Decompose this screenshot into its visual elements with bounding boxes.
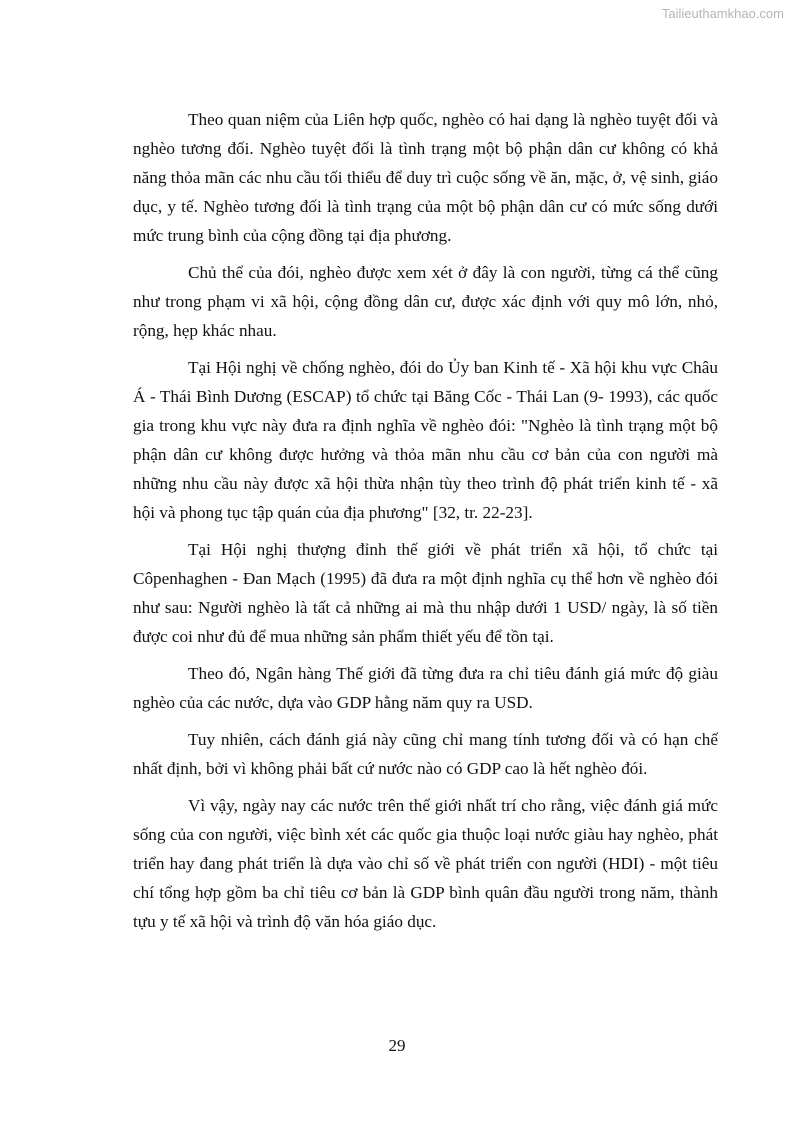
paragraph-copenhagen-summit: Tại Hội nghị thượng đỉnh thế giới về phát triển xã hội, tổ chức tại Côpenhaghen - Đan Mạch (1995) đã đưa ra một định nghĩa cụ thể hơn về nghèo đói như sau: Người nghèo là tất cả những ai mà thu nhập dưới 1 USD/ ngày, là số tiền được coi như đủ để mua những sản phẩm thiết yếu để tồn tại.: [133, 540, 718, 646]
paragraph-world-bank-criteria: Theo đó, Ngân hàng Thế giới đã từng đưa ra chỉ tiêu đánh giá mức độ giàu nghèo của các nước, dựa vào GDP hằng năm quy ra USD.: [133, 664, 718, 712]
paragraph-limitations: Tuy nhiên, cách đánh giá này cũng chỉ mang tính tương đối và có hạn chế nhất định, bởi vì không phải bất cứ nước nào có GDP cao là hết nghèo đói.: [133, 730, 718, 778]
watermark-text: Tailieuthamkhao.com: [661, 6, 784, 21]
paragraph-escap-definition: Tại Hội nghị về chống nghèo, đói do Ủy ban Kinh tế - Xã hội khu vực Châu Á - Thái Bình Dương (ESCAP) tổ chức tại Băng Cốc - Thái Lan (9- 1993), các quốc gia trong khu vực này đưa ra định nghĩa về nghèo đói: "Nghèo là tình trạng một bộ phận dân cư không được hưởng và thỏa mãn nhu cầu cơ bản của con người mà những nhu cầu này được xã hội thừa nhận tùy theo trình độ phát triển kinh tế - xã hội và phong tục tập quán của địa phương" [32, tr. 22-23].: [133, 358, 718, 522]
paragraph-poverty-definitions: Theo quan niệm của Liên hợp quốc, nghèo có hai dạng là nghèo tuyệt đối và nghèo tương đối. Nghèo tuyệt đối là tình trạng một bộ phận dân cư không có khả năng thỏa mãn các nhu cầu tối thiểu để duy trì cuộc sống về ăn, mặc, ở, vệ sinh, giáo dục, y tế. Nghèo tương đối là tình trạng của một bộ phận dân cư có mức sống dưới mức trung bình của cộng đồng tại địa phương.: [133, 110, 718, 245]
page-body: [133, 105, 718, 944]
page-number: 29: [388, 1036, 406, 1055]
paragraph-subject-of-poverty: Chủ thể của đói, nghèo được xem xét ở đây là con người, từng cá thể cũng như trong phạm vi xã hội, cộng đồng dân cư, được xác định với quy mô lớn, nhỏ, rộng, hẹp khác nhau.: [133, 263, 718, 340]
paragraph-hdi: Vì vậy, ngày nay các nước trên thế giới nhất trí cho rằng, việc đánh giá mức sống của con người, việc bình xét các quốc gia thuộc loại nước giàu hay nghèo, phát triển hay đang phát triển là dựa vào chỉ số về phát triển con người (HDI) - một tiêu chí tổng hợp gồm ba chỉ tiêu cơ bản là GDP bình quân đầu người trong năm, thành tựu y tế xã hội và trình độ văn hóa giáo dục.: [133, 796, 718, 931]
